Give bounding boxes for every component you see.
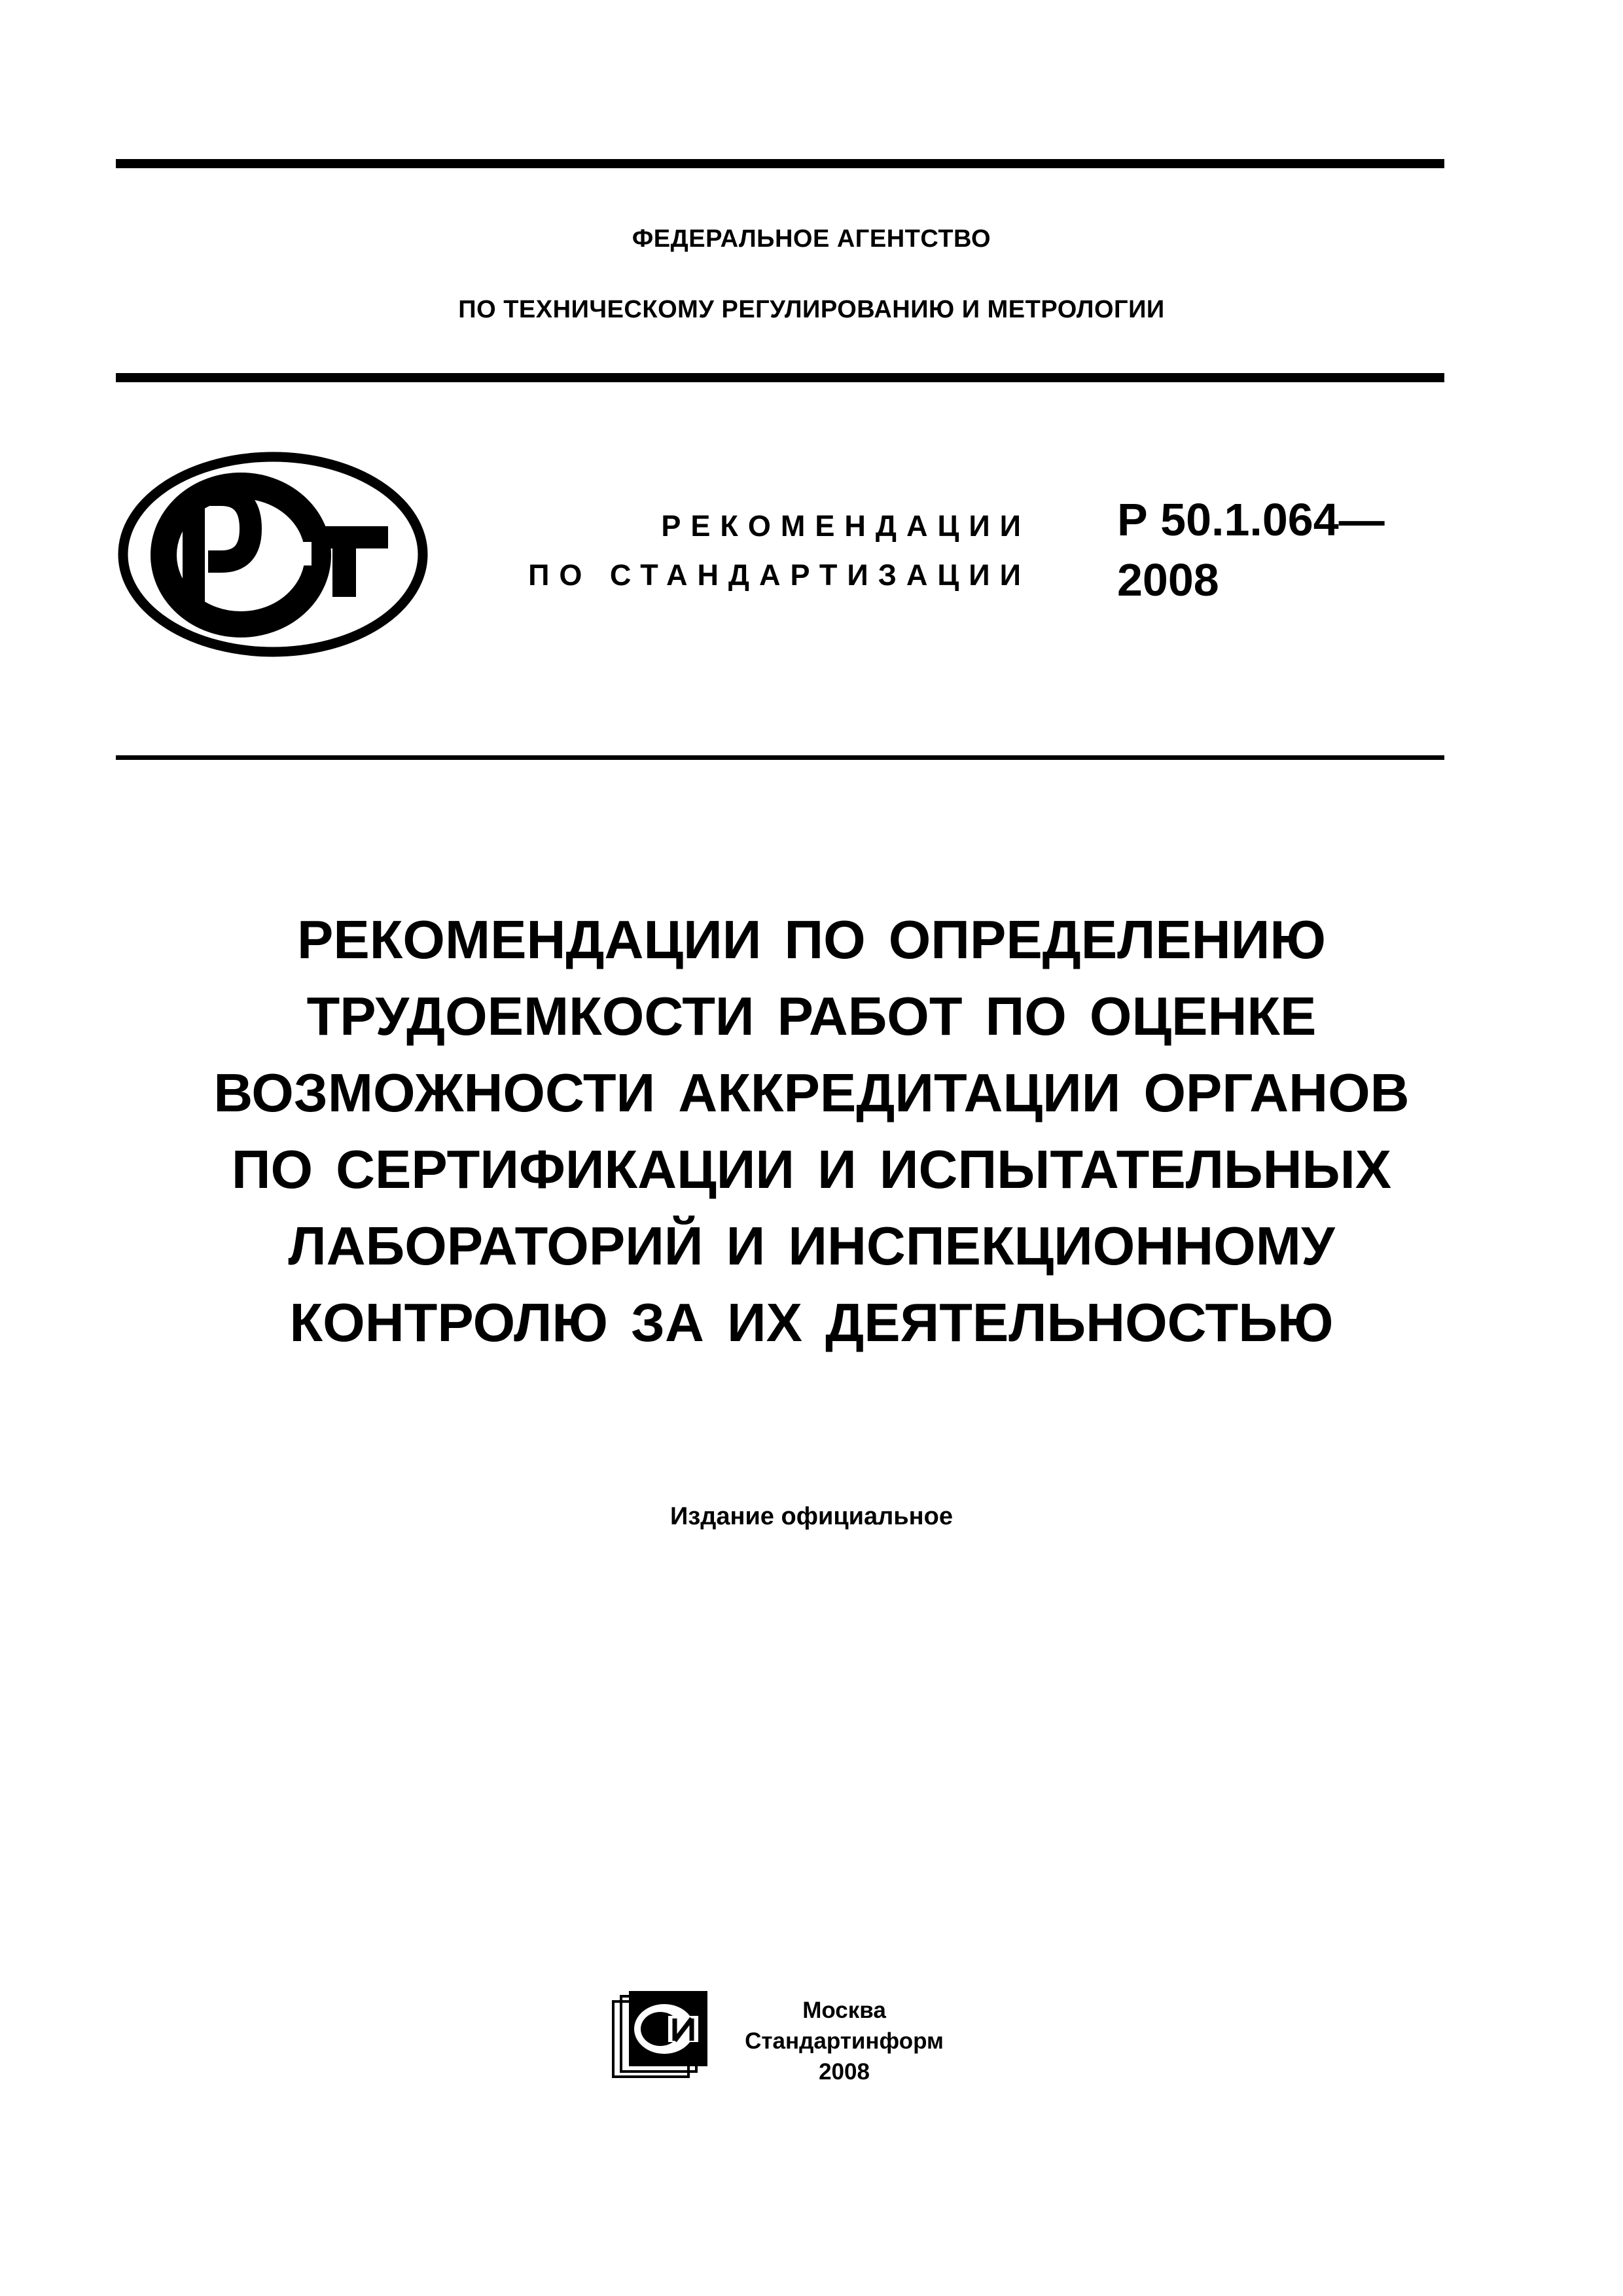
edition-note: Издание официальное — [670, 1503, 953, 1530]
rst-certification-mark-icon — [116, 450, 429, 658]
title-line: ЛАБОРАТОРИЙ И ИНСПЕКЦИОННОМУ — [288, 1215, 1335, 1276]
standartinform-logo-icon — [612, 1990, 710, 2078]
document-number: Р 50.1.064— — [1117, 494, 1385, 545]
document-year: 2008 — [1117, 554, 1219, 605]
document-series-line1: РЕКОМЕНДАЦИИ — [661, 509, 1031, 543]
publisher-city: Москва — [802, 1998, 886, 2023]
agency-name-line2: ПО ТЕХНИЧЕСКОМУ РЕГУЛИРОВАНИЮ И МЕТРОЛОГИИ — [458, 296, 1165, 323]
title-line: КОНТРОЛЮ ЗА ИХ ДЕЯТЕЛЬНОСТЬЮ — [289, 1292, 1334, 1353]
header-bottom-rule — [116, 373, 1444, 382]
document-title — [0, 901, 1623, 1361]
publisher-block — [736, 1995, 952, 2087]
title-line: РЕКОМЕНДАЦИИ ПО ОПРЕДЕЛЕНИЮ — [297, 909, 1326, 970]
title-line: ВОЗМОЖНОСТИ АККРЕДИТАЦИИ ОРГАНОВ — [213, 1062, 1410, 1123]
title-line: ПО СЕРТИФИКАЦИИ И ИСПЫТАТЕЛЬНЫХ — [231, 1139, 1392, 1200]
top-rule — [116, 159, 1444, 168]
agency-name-line1: ФЕДЕРАЛЬНОЕ АГЕНТСТВО — [632, 225, 991, 253]
document-series-line2: ПО СТАНДАРТИЗАЦИИ — [528, 558, 1031, 592]
title-line: ТРУДОЕМКОСТИ РАБОТ ПО ОЦЕНКЕ — [306, 986, 1317, 1047]
publisher-year: 2008 — [819, 2059, 870, 2085]
designation-bottom-rule — [116, 755, 1444, 760]
publisher-name: Стандартинформ — [745, 2028, 944, 2054]
